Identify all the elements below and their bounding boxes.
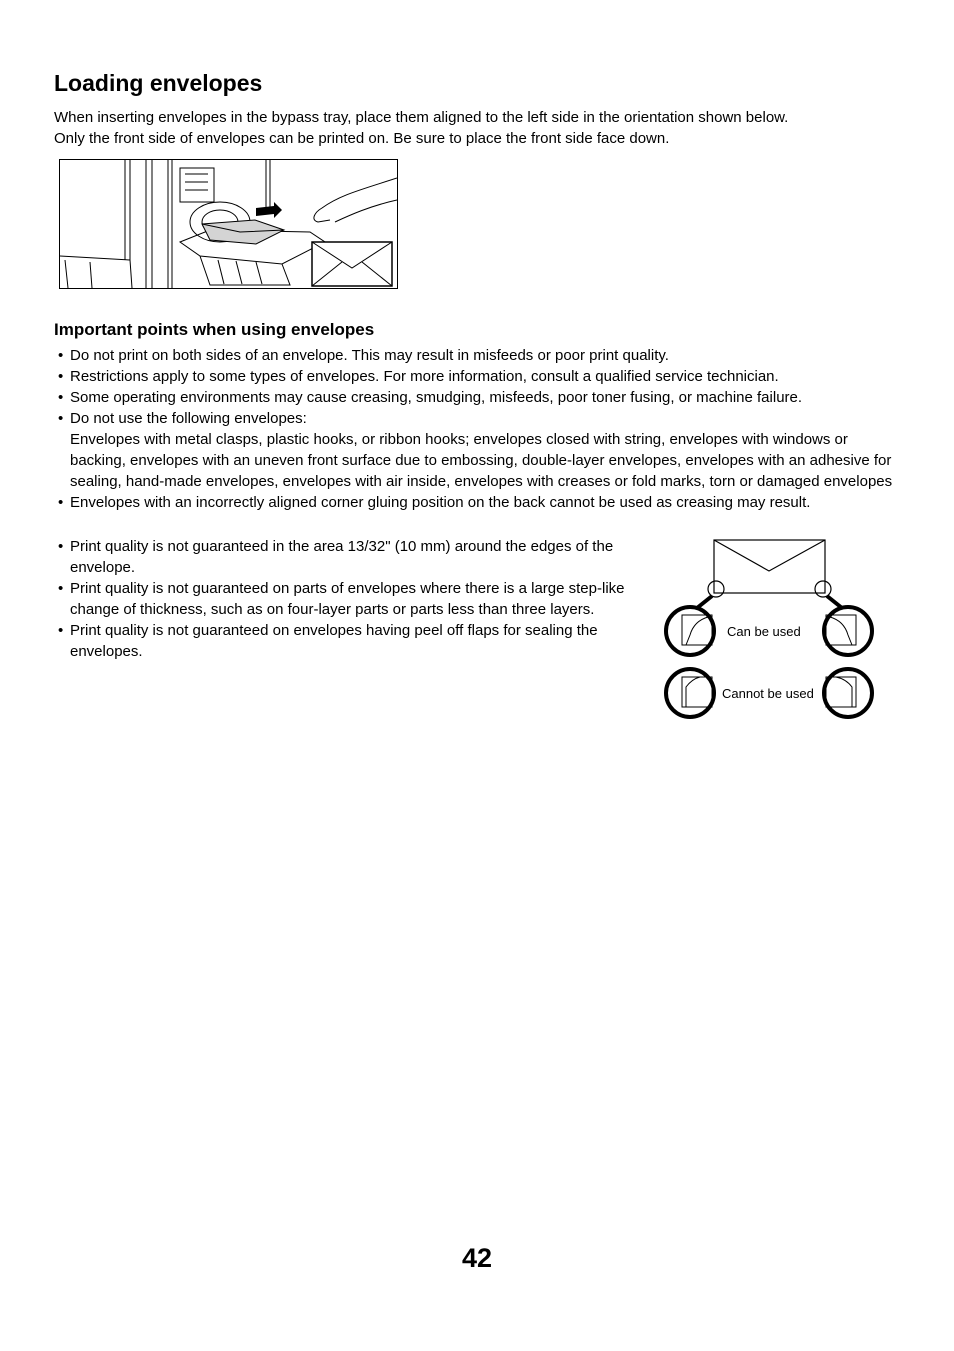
bypass-tray-drawing — [60, 160, 397, 288]
list-item-text: Print quality is not guaranteed in the area 13/32" (10 mm) around the edges of the envelope. — [70, 538, 614, 576]
list-item-text: Some operating environments may cause creasing, smudging, misfeeds, poor toner fusing, or machine failure. — [70, 389, 803, 406]
list-item — [58, 492, 903, 513]
can-be-used-label: Can be used — [727, 624, 801, 639]
list-item — [58, 387, 903, 408]
bullet-marker: • — [58, 389, 64, 406]
list-item — [58, 620, 633, 662]
bullet-marker: • — [58, 538, 64, 555]
envelope-corner-diagram — [660, 535, 880, 725]
list-item — [58, 345, 903, 366]
intro-line-1: When inserting envelopes in the bypass tray, place them aligned to the left side in the orientation shown below. — [54, 109, 789, 126]
bypass-tray-illustration — [59, 159, 398, 289]
cannot-be-used-label: Cannot be used — [722, 686, 814, 701]
list-item — [58, 536, 633, 578]
list-item-text: Print quality is not guaranteed on envelopes having peel off flaps for sealing the envelopes. — [70, 622, 598, 660]
list-item — [58, 408, 903, 492]
list-item-text: Do not use the following envelopes: — [70, 410, 307, 427]
bullet-marker: • — [58, 580, 64, 597]
list-item-text: Restrictions apply to some types of envelopes. For more information, consult a qualified service technician. — [70, 368, 779, 385]
intro-line-2: Only the front side of envelopes can be printed on. Be sure to place the front side face down. — [54, 130, 670, 147]
page-number: 42 — [461, 1243, 493, 1273]
bullet-marker: • — [58, 410, 64, 427]
list-item-text: Envelopes with an incorrectly aligned corner gluing position on the back cannot be used as creasing may result. — [70, 494, 811, 511]
intro-text — [54, 107, 914, 149]
list-item-text: Print quality is not guaranteed on parts of envelopes where there is a large step-like change of thickness, such as on four-layer parts or parts less than three layers. — [70, 580, 625, 618]
bullet-marker: • — [58, 622, 64, 639]
page-title: Loading envelopes — [54, 70, 263, 96]
list-item — [58, 578, 633, 620]
bullet-marker: • — [58, 347, 64, 364]
unusable-envelopes-detail: Envelopes with metal clasps, plastic hooks, or ribbon hooks; envelopes closed with string, envelopes with windows or backing, envelopes with an uneven front surface due to embossing, double-layer envelopes, envelopes with an adhesive for sealing, hand-made envelopes, envelopes with air inside, envelopes with creases or fold marks, torn or damaged envelopes — [70, 431, 893, 490]
bullet-marker: • — [58, 368, 64, 385]
list-item-text: Do not print on both sides of an envelope. This may result in misfeeds or poor print quality. — [70, 347, 669, 364]
list-item — [58, 366, 903, 387]
section-heading: Important points when using envelopes — [54, 320, 375, 339]
envelope-points-list — [58, 345, 903, 513]
bullet-marker: • — [58, 494, 64, 511]
print-quality-list — [58, 536, 633, 662]
